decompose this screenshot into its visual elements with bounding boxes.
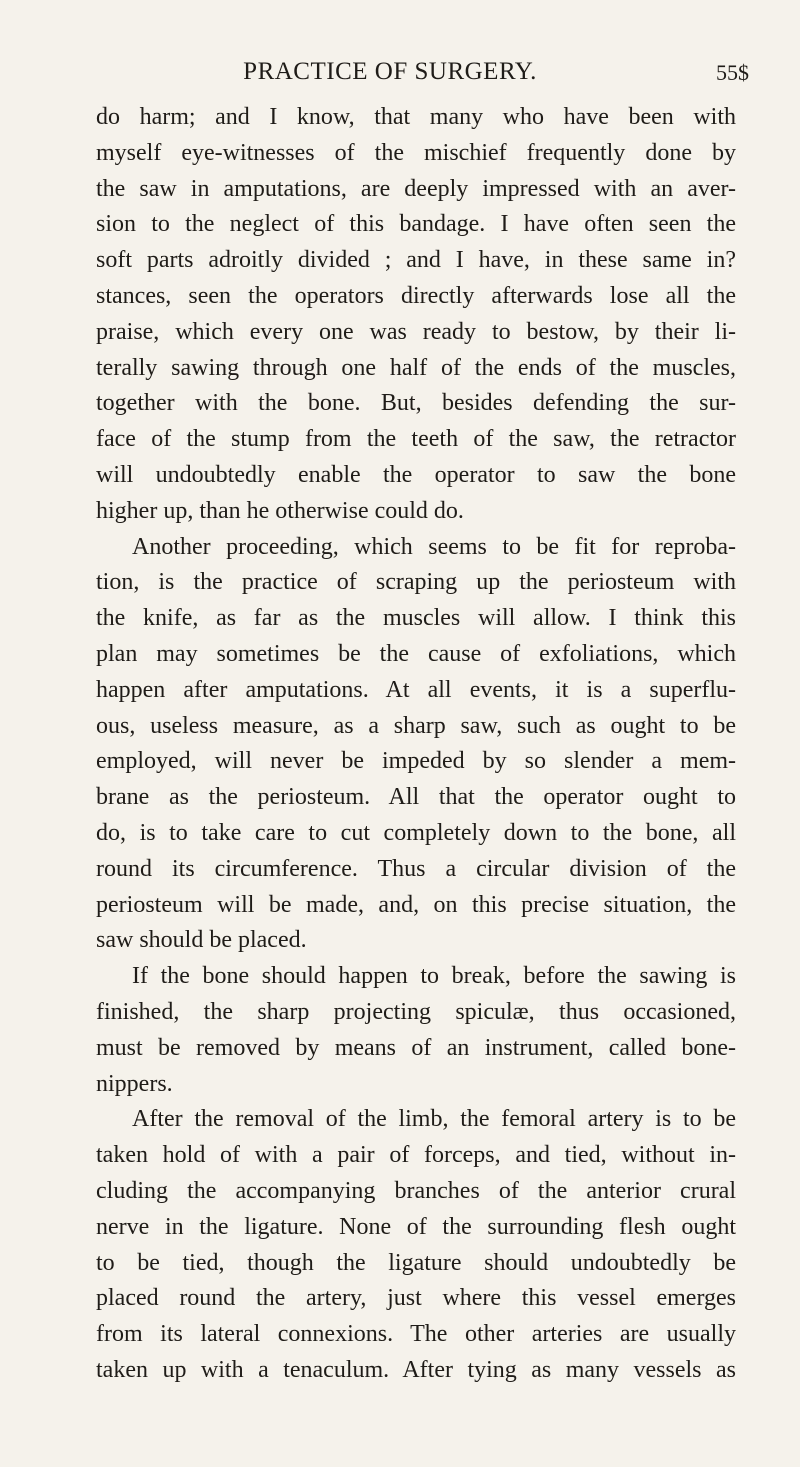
text-line: finished, the sharp projecting spiculæ, thus occasioned, bbox=[96, 998, 736, 1025]
text-line: cluding the accompanying branches of the anterior crural bbox=[96, 1177, 736, 1204]
text-line: taken up with a tenaculum. After tying as many vessels as bbox=[96, 1356, 736, 1383]
page-number: 55$ bbox=[716, 60, 749, 85]
text-line: brane as the periosteum. All that the operator ought to bbox=[96, 784, 736, 811]
paragraph-start-line: Another proceeding, which seems to be fit for reproba- bbox=[132, 533, 736, 560]
text-line: the saw in amputations, are deeply impressed with an aver- bbox=[96, 175, 736, 202]
text-line: saw should be placed. bbox=[96, 927, 307, 954]
text-line: together with the bone. But, besides defending the sur- bbox=[96, 390, 736, 417]
text-line: terally sawing through one half of the ends of the muscles, bbox=[96, 354, 736, 381]
text-line: placed round the artery, just where this vessel emerges bbox=[96, 1285, 736, 1312]
text-line: stances, seen the operators directly afterwards lose all the bbox=[96, 282, 736, 309]
text-line: plan may sometimes be the cause of exfoliations, which bbox=[96, 640, 736, 667]
text-line: the knife, as far as the muscles will allow. I think this bbox=[96, 605, 736, 632]
running-head bbox=[0, 58, 800, 98]
text-line: soft parts adroitly divided ; and I have, in these same in? bbox=[96, 247, 736, 274]
running-title: PRACTICE OF SURGERY. bbox=[243, 58, 537, 85]
paragraph-start-line: If the bone should happen to break, before the sawing is bbox=[132, 963, 736, 990]
text-line: do harm; and I know, that many who have been with bbox=[96, 104, 736, 130]
text-line: myself eye-witnesses of the mischief frequently done by bbox=[96, 139, 736, 166]
body-text bbox=[96, 100, 736, 1389]
text-line: from its lateral connexions. The other arteries are usually bbox=[96, 1321, 736, 1348]
text-line: happen after amputations. At all events, it is a superflu- bbox=[96, 676, 736, 703]
text-line: to be tied, though the ligature should undoubtedly be bbox=[96, 1249, 736, 1276]
text-line: ous, useless measure, as a sharp saw, such as ought to be bbox=[96, 712, 736, 739]
text-line: will undoubtedly enable the operator to saw the bone bbox=[96, 461, 736, 488]
text-line: praise, which every one was ready to bestow, by their li- bbox=[96, 318, 736, 345]
text-line: sion to the neglect of this bandage. I have often seen the bbox=[96, 211, 736, 238]
text-line: nerve in the ligature. None of the surrounding flesh ought bbox=[96, 1213, 736, 1240]
text-line: must be removed by means of an instrument, called bone- bbox=[96, 1034, 736, 1061]
text-line: round its circumference. Thus a circular division of the bbox=[96, 855, 736, 882]
text-line: higher up, than he otherwise could do. bbox=[96, 497, 464, 524]
text-line: employed, will never be impeded by so slender a mem- bbox=[96, 748, 736, 775]
text-line: taken hold of with a pair of forceps, and tied, without in- bbox=[96, 1142, 736, 1169]
text-line: nippers. bbox=[96, 1070, 173, 1097]
paragraph-start-line: After the removal of the limb, the femoral artery is to be bbox=[132, 1106, 736, 1133]
text-line: face of the stump from the teeth of the saw, the retractor bbox=[96, 426, 736, 453]
text-line: do, is to take care to cut completely down to the bone, all bbox=[96, 819, 736, 846]
text-line: periosteum will be made, and, on this precise situation, the bbox=[96, 891, 736, 918]
text-line: tion, is the practice of scraping up the periosteum with bbox=[96, 569, 736, 596]
